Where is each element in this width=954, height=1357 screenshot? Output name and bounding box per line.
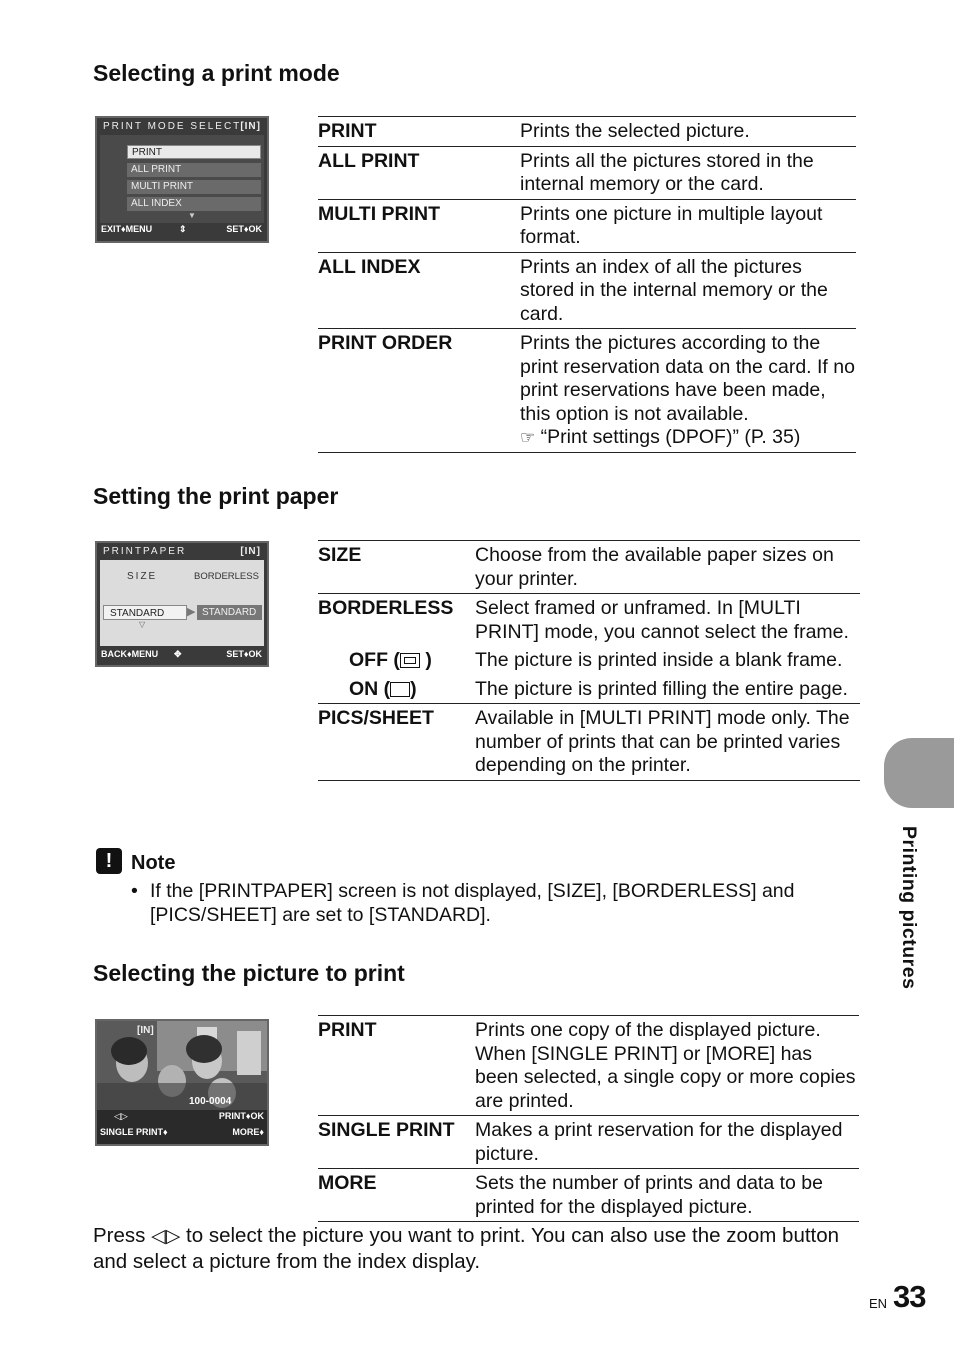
chapter-label: Printing pictures — [898, 826, 920, 990]
table-row — [318, 1016, 859, 1116]
print-paper-table — [318, 540, 860, 781]
note-title: Note — [131, 852, 176, 874]
note-bullet: • — [131, 880, 138, 902]
table-row — [318, 541, 860, 594]
desc: Select framed or unframed. In [MULTI PRINT] mode, you cannot select the frame. — [475, 594, 860, 647]
more-hint: MORE♦ — [232, 1127, 264, 1137]
menu-item-print[interactable]: PRINT — [127, 145, 261, 159]
table-row — [318, 1116, 859, 1169]
photo-preview — [97, 1021, 267, 1111]
language-label: EN — [869, 1296, 888, 1311]
desc: Prints one copy of the displayed picture. When [SINGLE PRINT] or [MORE] has been selected, a single copy or more copies are printed. — [475, 1016, 859, 1116]
exit-hint: EXIT♦MENU — [101, 224, 153, 234]
table-row — [318, 252, 856, 329]
four-way-icon: ✥ — [174, 649, 182, 659]
desc: Makes a print reservation for the displayed picture. — [475, 1116, 859, 1169]
screen-title: PRINT MODE SELECT — [103, 121, 242, 132]
table-row — [318, 704, 860, 781]
size-value[interactable]: STANDARD — [103, 605, 187, 620]
memory-indicator: [IN] — [240, 121, 261, 132]
print-paper-screen — [95, 541, 269, 667]
reference-icon: ☞ — [520, 428, 536, 447]
body-text-end: to select the picture you want to print. You can also use the zoom button and select a picture from the index display. — [93, 1224, 840, 1273]
select-picture-table — [318, 1015, 859, 1222]
left-right-arrows-icon: ◁▷ — [151, 1226, 181, 1247]
note-text: If the [PRINTPAPER] screen is not displayed, [SIZE], [BORDERLESS] and [PICS/SHEET] are set to [STANDARD]. — [150, 880, 795, 926]
term: ALL PRINT — [318, 146, 520, 199]
single-print-hint: SINGLE PRINT♦ — [100, 1127, 168, 1137]
reference-link[interactable]: “Print settings (DPOF)” (P. 35) — [540, 426, 801, 448]
up-down-icon: ⇕ — [179, 224, 187, 234]
menu-item-all-index[interactable]: ALL INDEX — [127, 197, 261, 211]
set-hint: SET♦OK — [226, 649, 262, 659]
desc: Prints one picture in multiple layout format. — [520, 199, 856, 252]
chapter-tab — [884, 738, 954, 808]
screen-title: PRINTPAPER — [103, 546, 187, 557]
term: PICS/SHEET — [318, 704, 475, 781]
table-row — [318, 1169, 859, 1222]
term: OFF ( — [349, 649, 400, 671]
term: MORE — [318, 1169, 475, 1222]
desc: Prints the selected picture. — [520, 117, 856, 147]
term: BORDERLESS — [318, 594, 475, 647]
table-row: ON ( ) The picture is printed filling the entire page. — [318, 675, 860, 704]
unframed-icon — [390, 682, 410, 697]
section-heading-print-mode: Selecting a print mode — [93, 60, 340, 86]
borderless-value[interactable]: STANDARD — [197, 605, 262, 620]
table-row — [318, 594, 860, 647]
borderless-column-label: BORDERLESS — [194, 571, 259, 582]
term: PRINT — [318, 117, 520, 147]
arrow-right-icon: ▶ — [187, 606, 196, 618]
desc: Prints all the pictures stored in the internal memory or the card. — [520, 146, 856, 199]
set-hint: SET♦OK — [226, 224, 262, 234]
page-number: 33 — [893, 1279, 926, 1314]
body-paragraph — [93, 1223, 853, 1274]
desc: Available in [MULTI PRINT] mode only. The number of prints that can be printed varies depending on the printer. — [475, 704, 860, 781]
back-hint: BACK♦MENU — [101, 649, 159, 659]
term: PRINT — [318, 1016, 475, 1116]
playback-footer — [97, 1110, 267, 1144]
desc: The picture is printed inside a blank frame. — [475, 649, 843, 671]
term: ON ( — [349, 677, 391, 700]
term: PRINT ORDER — [318, 329, 520, 453]
table-row: OFF ( ) The picture is printed inside a blank frame. — [318, 646, 860, 675]
size-column-label: SIZE — [127, 571, 158, 582]
framed-icon — [400, 653, 420, 668]
print-hint: PRINT♦OK — [218, 1111, 264, 1121]
term: MULTI PRINT — [318, 199, 520, 252]
desc: Prints the pictures according to the print reservation data on the card. If no print reservations have been made, this option is not available. — [520, 332, 855, 425]
term: SINGLE PRINT — [318, 1116, 475, 1169]
body-text-start: Press — [93, 1224, 146, 1247]
desc: Sets the number of prints and data to be printed for the displayed picture. — [475, 1169, 859, 1222]
term: ALL INDEX — [318, 252, 520, 329]
scroll-down-icon: ▽ — [139, 620, 146, 629]
playback-screen — [95, 1019, 269, 1146]
menu-item-all-print[interactable]: ALL PRINT — [127, 163, 261, 177]
left-right-icon: ◁▷ — [114, 1111, 128, 1121]
menu-item-multi-print[interactable]: MULTI PRINT — [127, 180, 261, 194]
memory-indicator: [IN] — [240, 546, 261, 557]
table-row — [318, 146, 856, 199]
desc: Choose from the available paper sizes on your printer. — [475, 541, 860, 594]
section-heading-print-paper: Setting the print paper — [93, 483, 339, 509]
desc: The picture is printed filling the entire page. — [475, 677, 848, 700]
term: SIZE — [318, 541, 475, 594]
table-row — [318, 329, 856, 453]
table-row — [318, 199, 856, 252]
table-row — [318, 117, 856, 147]
note-icon: ! — [96, 848, 122, 874]
section-heading-select-picture: Selecting the picture to print — [93, 960, 405, 986]
print-mode-screen — [95, 116, 269, 243]
scroll-down-icon: ▼ — [188, 211, 196, 220]
file-number: 100-0004 — [189, 1096, 232, 1107]
desc: Prints an index of all the pictures stored in the internal memory or the card. — [520, 252, 856, 329]
print-mode-table — [318, 116, 856, 453]
memory-indicator: [IN] — [137, 1025, 154, 1036]
